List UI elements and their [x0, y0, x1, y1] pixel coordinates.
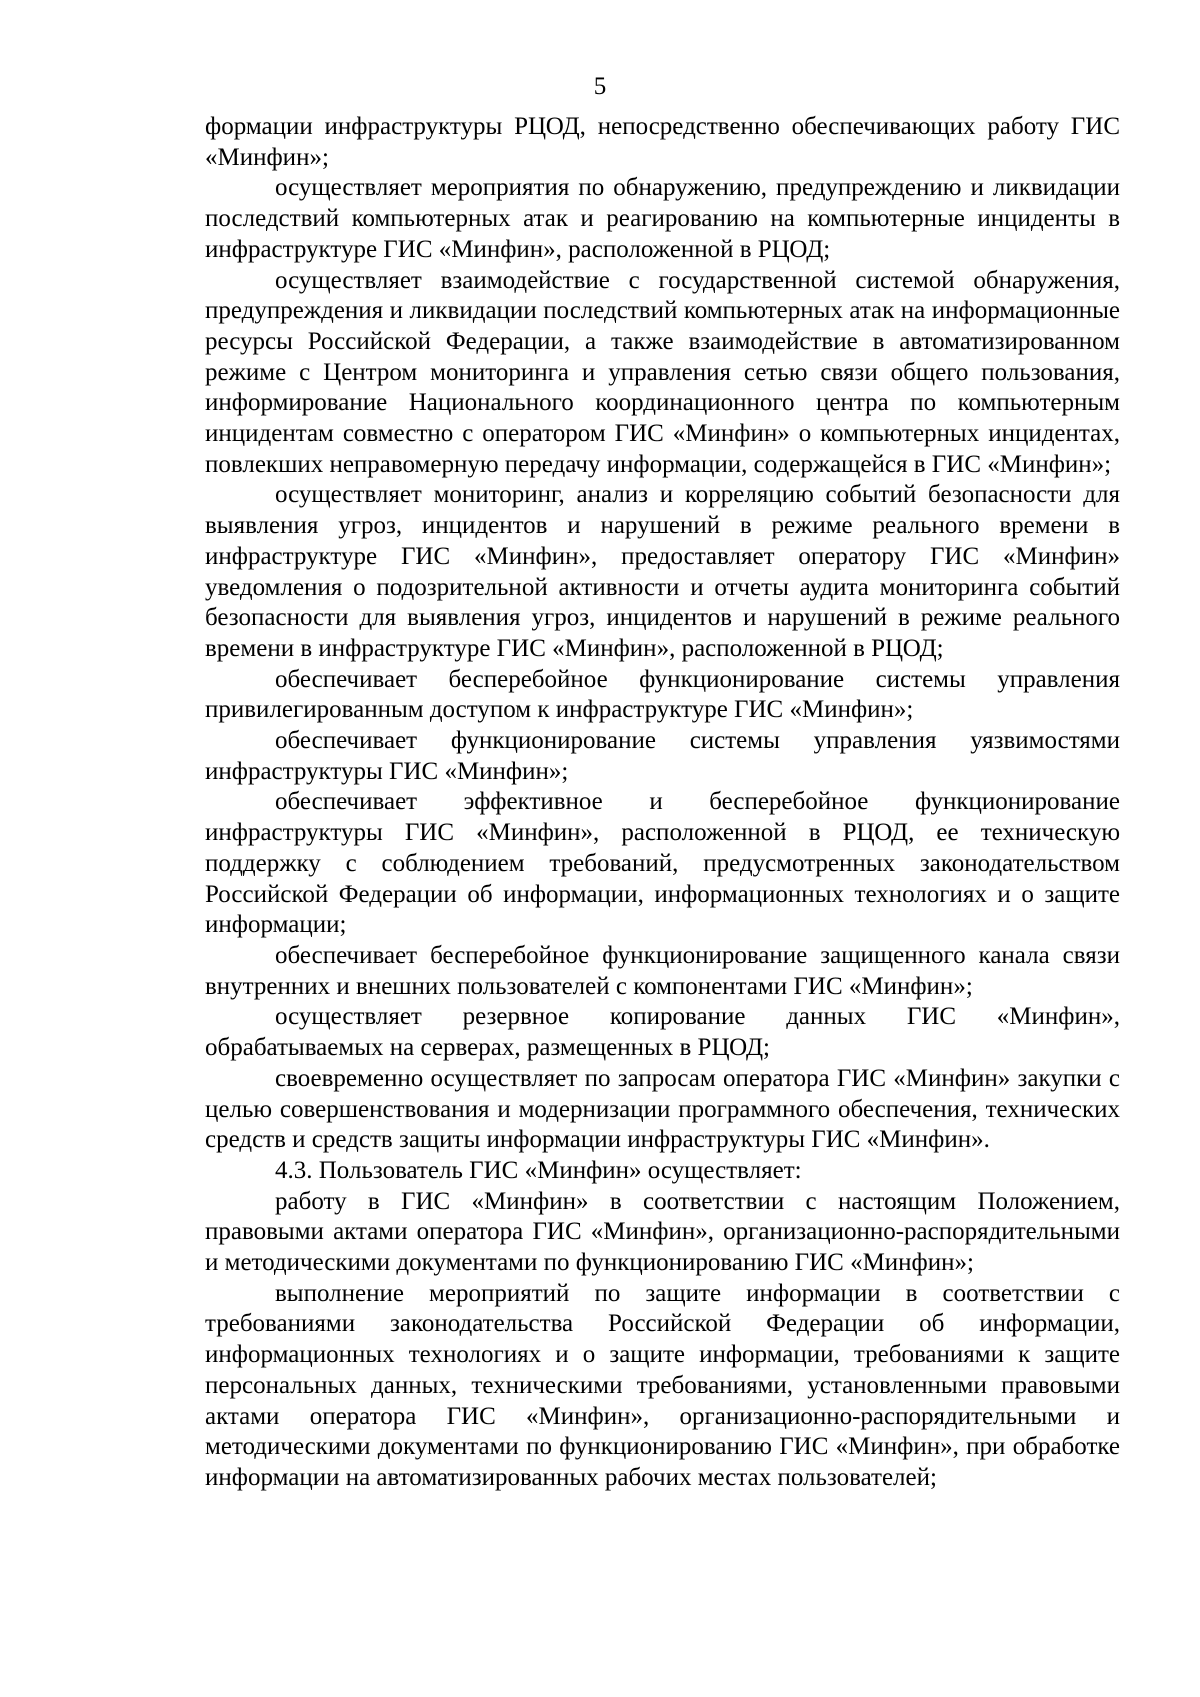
document-body — [205, 112, 1120, 1494]
paragraph: выполнение мероприятий по защите информации в соответствии с требованиями законодательства Российской Федерации об информации, информационных технологиях и о защите информации, требованиями к защите персональных данных, техническими требованиями, установленными правовыми актами оператора ГИС «Минфин», организационно-распорядительными и методическими документами по функционированию ГИС «Минфин», при обработке информации на автоматизированных рабочих местах пользователей; — [205, 1279, 1120, 1491]
paragraph: обеспечивает бесперебойное функционирование системы управления привилегированным доступом к инфраструктуре ГИС «Минфин»; — [205, 665, 1120, 724]
page-number: 5 — [593, 73, 607, 100]
paragraph: осуществляет мониторинг, анализ и корреляцию событий безопасности для выявления угроз, инцидентов и нарушений в режиме реального времени в инфраструктуре ГИС «Минфин», предоставляет оператору ГИС «Минфин» уведомления о подозрительной активности и отчеты аудита мониторинга событий безопасности для выявления угроз, инцидентов и нарушений в режиме реального времени в инфраструктуре ГИС «Минфин», расположенной в РЦОД; — [205, 481, 1120, 662]
paragraph: обеспечивает эффективное и бесперебойное функционирование инфраструктуры ГИС «Минфин», расположенной в РЦОД, ее техническую поддержку с соблюдением требований, предусмотренных законодательством Российской Федерации об информации, информационных технологиях и о защите информации; — [205, 788, 1120, 939]
paragraph: осуществляет мероприятия по обнаружению, предупреждению и ликвидации последствий компьютерных атак и реагированию на компьютерные инциденты в инфраструктуре ГИС «Минфин», расположенной в РЦОД; — [205, 174, 1120, 263]
paragraph: осуществляет резервное копирование данных ГИС «Минфин», обрабатываемых на серверах, размещенных в РЦОД; — [205, 1003, 1120, 1062]
paragraph: своевременно осуществляет по запросам оператора ГИС «Минфин» закупки с целью совершенствования и модернизации программного обеспечения, технических средств и средств защиты информации инфраструктуры ГИС «Минфин». — [205, 1064, 1120, 1154]
paragraph: осуществляет взаимодействие с государственной системой обнаружения, предупреждения и ликвидации последствий компьютерных атак на информационные ресурсы Российской Федерации, а также взаимодействие в автоматизированном режиме с Центром мониторинга и управления сетью связи общего пользования, информирование Национального координационного центра по компьютерным инцидентам совместно с оператором ГИС «Минфин» о компьютерных инцидентах, повлекших неправомерную передачу информации, содержащейся в ГИС «Минфин»; — [205, 266, 1120, 478]
paragraph-continuation: формации инфраструктуры РЦОД, непосредственно обеспечивающих работу ГИС «Минфин»; — [205, 113, 1120, 171]
paragraph: обеспечивает функционирование системы управления уязвимостями инфраструктуры ГИС «Минфин»; — [205, 727, 1120, 785]
paragraph: работу в ГИС «Минфин» в соответствии с настоящим Положением, правовыми актами оператора ГИС «Минфин», организационно-распорядительными и методическими документами по функционированию ГИС «Минфин»; — [205, 1187, 1120, 1277]
paragraph: обеспечивает бесперебойное функционирование защищенного канала связи внутренних и внешних пользователей с компонентами ГИС «Минфин»; — [205, 941, 1120, 1000]
section-heading-4-3: 4.3. Пользователь ГИС «Минфин» осуществляет: — [275, 1156, 802, 1184]
